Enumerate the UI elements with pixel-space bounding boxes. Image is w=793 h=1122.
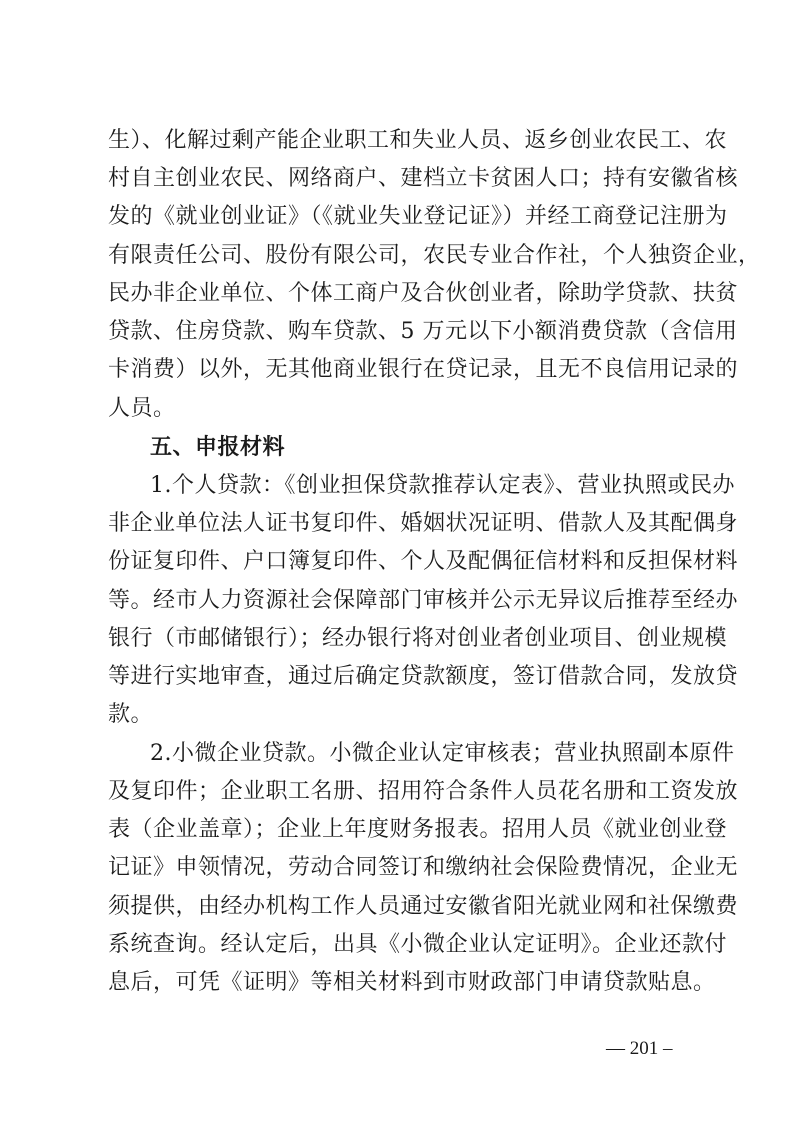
text-line: 等。经市人力资源社会保障部门审核并公示无异议后推荐至经办 xyxy=(108,588,739,613)
text-line: 2.小微企业贷款。小微企业认定审核表；营业执照副本原件 xyxy=(150,741,735,766)
text-line: 有限责任公司、股份有限公司，农民专业合作社，个人独资企业， xyxy=(108,243,761,268)
page-number: — 201 – xyxy=(606,1038,673,1059)
text-line: 及复印件；企业职工名册、招用符合条件人员花名册和工资发放 xyxy=(108,779,739,804)
text-line: 款。 xyxy=(108,702,154,727)
section-heading: 五、申报材料 xyxy=(150,435,286,460)
text-line: 发的《就业创业证》（《就业失业登记证》）并经工商登记注册为 xyxy=(108,204,728,229)
text-line: 表（企业盖章）；企业上年度财务报表。招用人员《就业创业登 xyxy=(108,817,728,842)
text-line: 份证复印件、户口簿复印件、个人及配偶征信材料和反担保材料 xyxy=(108,549,739,574)
text-line: 贷款、住房贷款、购车贷款、5 万元以下小额消费贷款（含信用 xyxy=(108,319,738,344)
text-line: 1.个人贷款：《创业担保贷款推荐认定表》、营业执照或民办 xyxy=(150,473,735,498)
text-line: 等进行实地审查，通过后确定贷款额度，签订借款合同，发放贷 xyxy=(108,664,739,689)
text-line: 生）、化解过剩产能企业职工和失业人员、返乡创业农民工、农 xyxy=(108,128,728,153)
text-line: 卡消费）以外，无其他商业银行在贷记录，且无不良信用记录的 xyxy=(108,357,739,382)
text-line: 民办非企业单位、个体工商户及合伙创业者，除助学贷款、扶贫 xyxy=(108,281,739,306)
text-line: 银行（市邮储银行）；经办银行将对创业者创业项目、创业规模 xyxy=(108,626,728,651)
text-line: 非企业单位法人证书复印件、婚姻状况证明、借款人及其配偶身 xyxy=(108,511,739,536)
text-line: 人员。 xyxy=(108,396,176,421)
text-line: 息后，可凭《证明》等相关材料到市财政部门申请贷款贴息。 xyxy=(108,970,716,995)
text-line: 须提供，由经办机构工作人员通过安徽省阳光就业网和社保缴费 xyxy=(108,894,739,919)
text-line: 村自主创业农民、网络商户、建档立卡贫困人口；持有安徽省核 xyxy=(108,166,739,191)
text-line: 系统查询。经认定后，出具《小微企业认定证明》。企业还款付 xyxy=(108,932,728,957)
text-line: 记证》申领情况，劳动合同签订和缴纳社会保险费情况，企业无 xyxy=(108,855,739,880)
